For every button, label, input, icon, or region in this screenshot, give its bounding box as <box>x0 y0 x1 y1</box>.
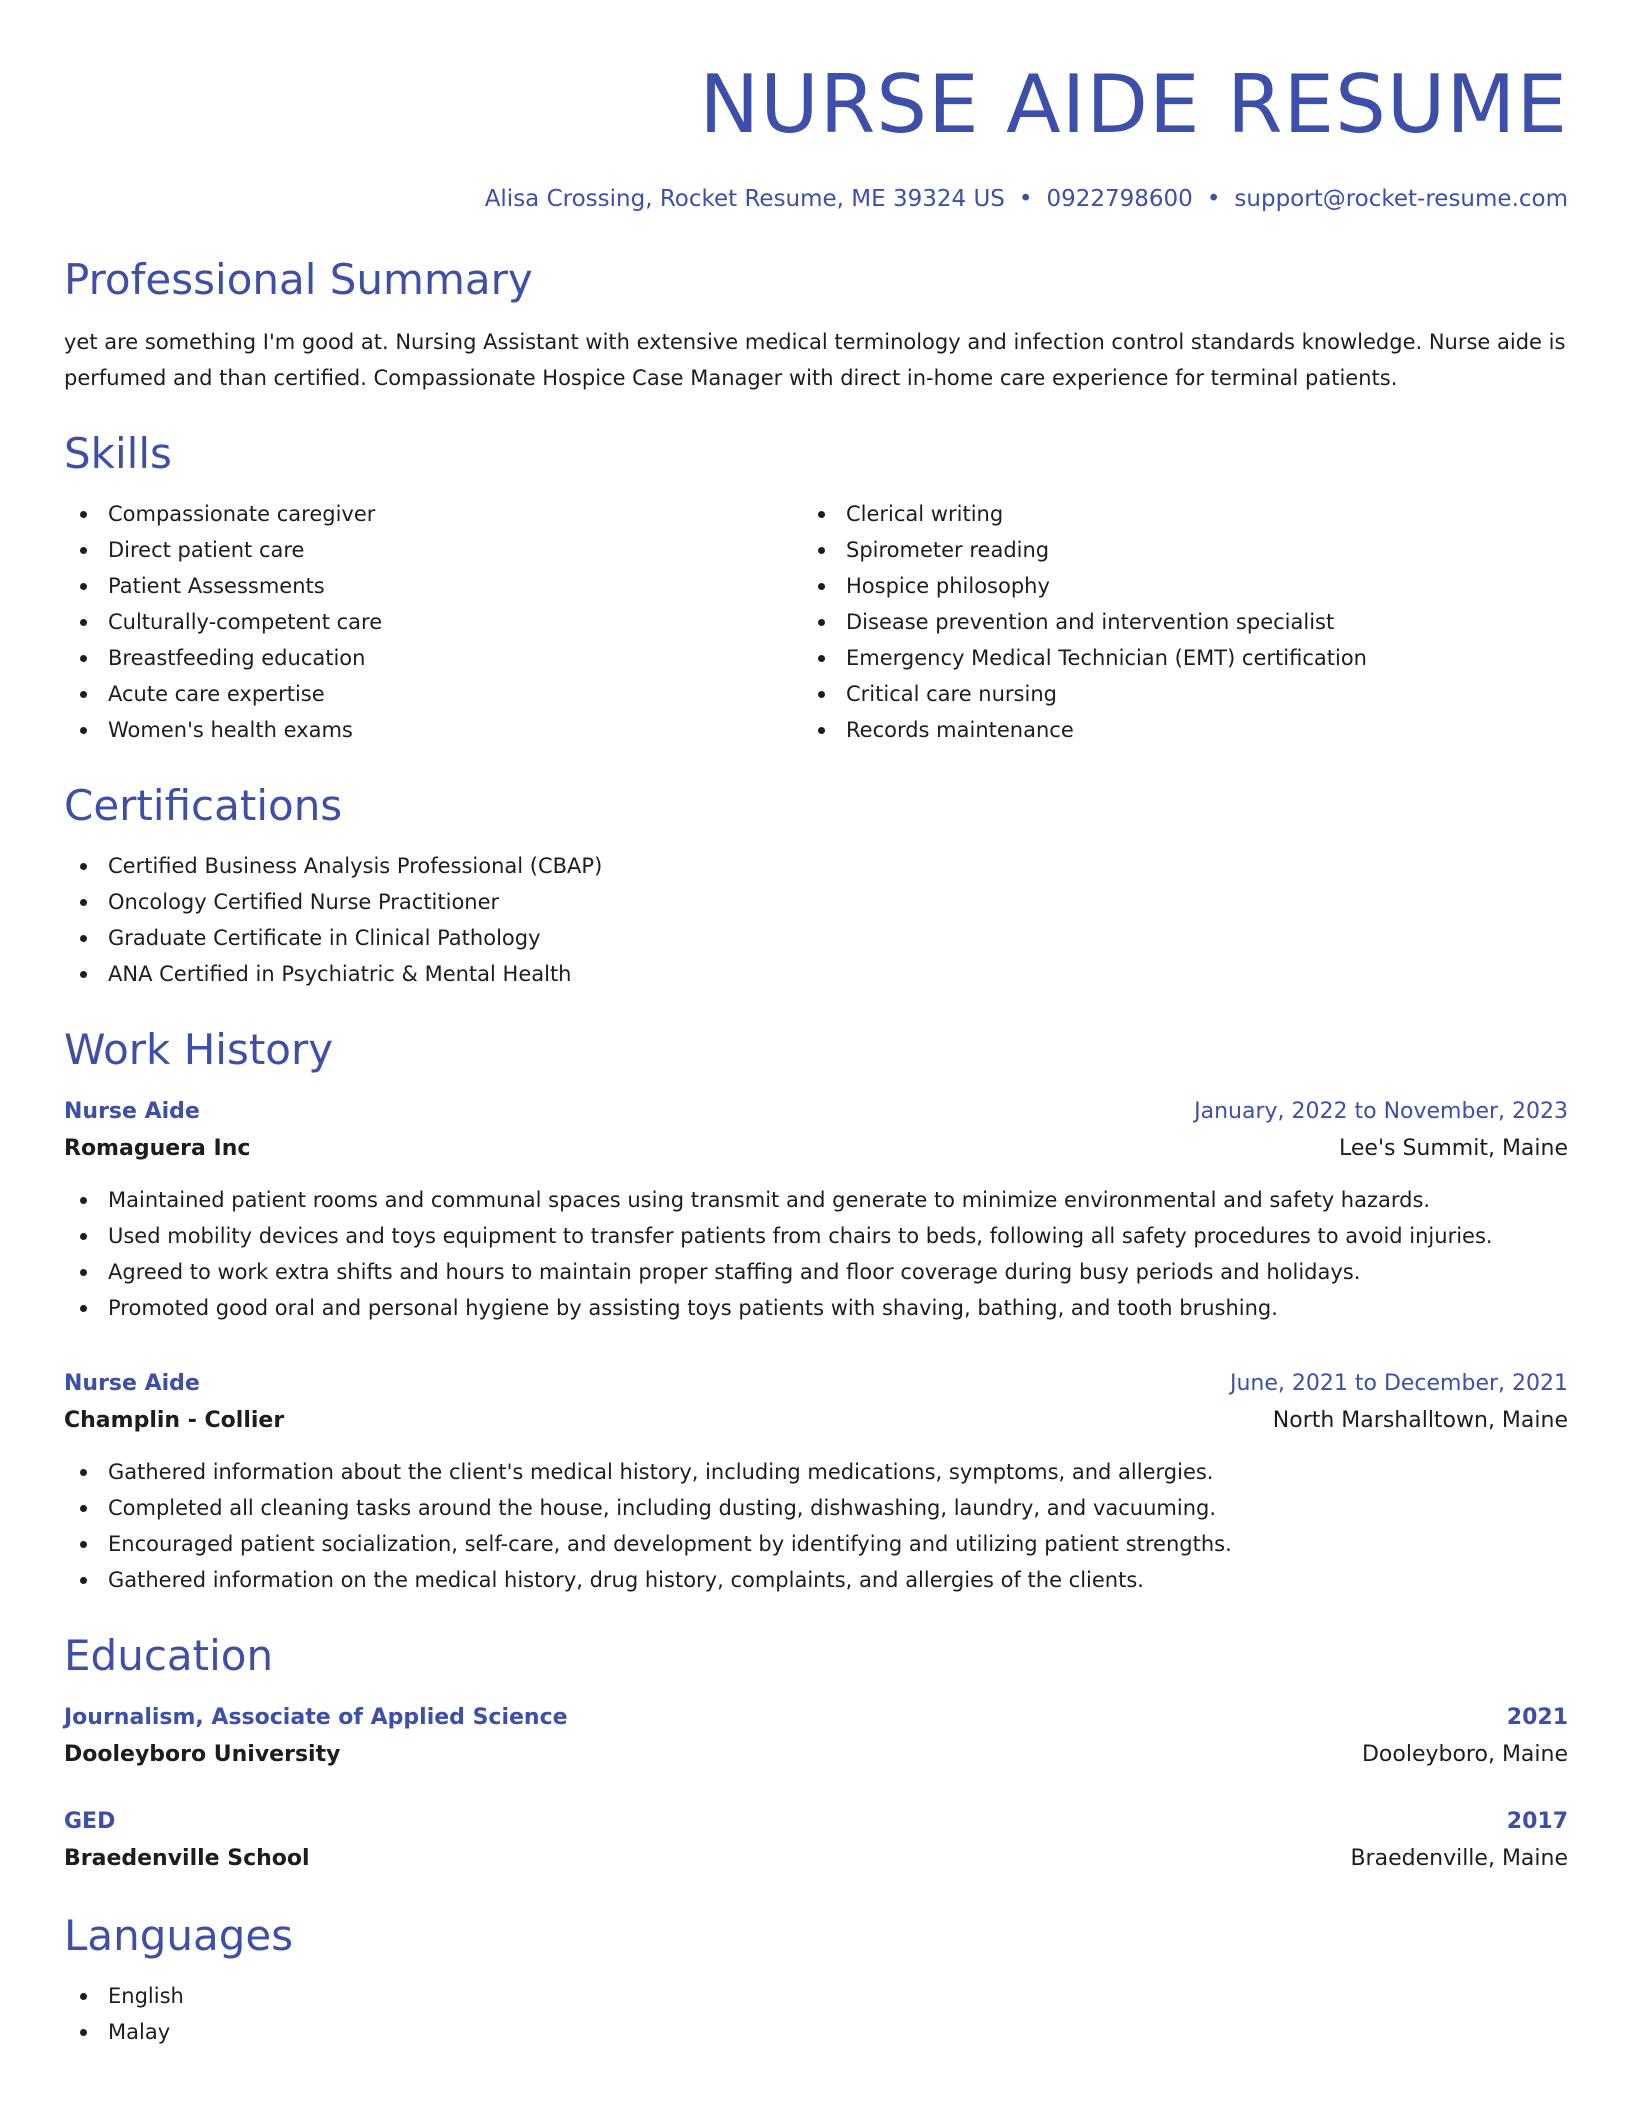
job-org-row <box>64 1130 1568 1168</box>
skill-item: Records maintenance <box>802 712 1568 748</box>
skill-item: Clerical writing <box>802 496 1568 532</box>
job-duty-item: Gathered information on the medical history, drug history, complaints, and allergies of the clients. <box>64 1562 1568 1598</box>
certification-item: Certified Business Analysis Professional (CBAP) <box>64 848 1568 884</box>
contact-phone: 0922798600 <box>1046 186 1193 212</box>
resume-header <box>64 50 1568 214</box>
education-year: 2017 <box>1506 1809 1568 1834</box>
languages-list <box>64 1978 1568 2050</box>
certification-item: Oncology Certified Nurse Practitioner <box>64 884 1568 920</box>
skill-item: Hospice philosophy <box>802 568 1568 604</box>
contact-separator: • <box>1206 186 1221 212</box>
summary-heading: Professional Summary <box>64 255 533 304</box>
skill-item: Patient Assessments <box>64 568 802 604</box>
education-degree: GED <box>64 1809 116 1834</box>
education-heading: Education <box>64 1631 274 1680</box>
job-duty-item: Used mobility devices and toys equipment to transfer patients from chairs to beds, following all safety procedures to avoid injuries. <box>64 1218 1568 1254</box>
language-item: Malay <box>64 2014 1568 2050</box>
education-school: Braedenville School <box>64 1846 310 1871</box>
education-school-row <box>64 1736 1568 1774</box>
skills-column-right <box>802 496 1568 748</box>
education-section <box>64 1628 1568 1878</box>
education-year: 2021 <box>1506 1705 1568 1730</box>
skill-item: Breastfeeding education <box>64 640 802 676</box>
education-location: Braedenville, Maine <box>1350 1846 1568 1871</box>
certification-item: ANA Certified in Psychiatric & Mental Health <box>64 956 1568 992</box>
contact-separator: • <box>1018 186 1033 212</box>
skill-item: Direct patient care <box>64 532 802 568</box>
job-header-row <box>64 1094 1568 1130</box>
job-role: Nurse Aide <box>64 1371 200 1396</box>
skill-item: Compassionate caregiver <box>64 496 802 532</box>
education-entry <box>64 1804 1568 1878</box>
job-duty-item: Completed all cleaning tasks around the house, including dusting, dishwashing, laundry, and vacuuming. <box>64 1490 1568 1526</box>
skills-column-left <box>64 496 802 748</box>
education-location: Dooleyboro, Maine <box>1361 1742 1568 1767</box>
job-duty-item: Encouraged patient socialization, self-care, and development by identifying and utilizing patient strengths. <box>64 1526 1568 1562</box>
job-company: Romaguera Inc <box>64 1136 251 1161</box>
languages-section <box>64 1908 1568 2050</box>
certifications-section <box>64 778 1568 992</box>
certification-item: Graduate Certificate in Clinical Pathology <box>64 920 1568 956</box>
job-entry <box>64 1366 1568 1598</box>
contact-email[interactable]: support@rocket-resume.com <box>1234 186 1568 212</box>
skill-item: Culturally-competent care <box>64 604 802 640</box>
job-dates: June, 2021 to December, 2021 <box>1229 1371 1568 1396</box>
skills-list-left <box>64 496 802 748</box>
skills-grid <box>64 496 1568 748</box>
skill-item: Women's health exams <box>64 712 802 748</box>
skill-item: Emergency Medical Technician (EMT) certification <box>802 640 1568 676</box>
job-entry <box>64 1094 1568 1326</box>
skill-item: Acute care expertise <box>64 676 802 712</box>
job-duty-item: Gathered information about the client's medical history, including medications, symptoms, and allergies. <box>64 1454 1568 1490</box>
job-header-row <box>64 1366 1568 1402</box>
languages-heading: Languages <box>64 1911 294 1960</box>
job-location: North Marshalltown, Maine <box>1272 1408 1568 1433</box>
skill-item: Spirometer reading <box>802 532 1568 568</box>
work-history-heading: Work History <box>64 1025 334 1074</box>
summary-section <box>64 252 1568 396</box>
skills-section <box>64 426 1568 748</box>
skills-heading: Skills <box>64 429 172 478</box>
job-duty-item: Maintained patient rooms and communal spaces using transmit and generate to minimize environmental and safety hazards. <box>64 1182 1568 1218</box>
education-degree: Journalism, Associate of Applied Science <box>64 1705 568 1730</box>
education-school-row <box>64 1840 1568 1878</box>
job-duty-item: Promoted good oral and personal hygiene by assisting toys patients with shaving, bathing, and tooth brushing. <box>64 1290 1568 1326</box>
language-item: English <box>64 1978 1568 2014</box>
job-org-row <box>64 1402 1568 1440</box>
job-dates: January, 2022 to November, 2023 <box>1194 1099 1568 1124</box>
summary-text: yet are something I'm good at. Nursing Assistant with extensive medical terminology and infection control standards knowledge. Nurse aide is perfumed and than certified. Compassionate Hospice Case Manager with direct in-home care experience for terminal patients. <box>64 330 1566 390</box>
job-duties-list <box>64 1182 1568 1326</box>
resume-title: NURSE AIDE RESUME <box>699 58 1568 151</box>
skill-item: Disease prevention and intervention specialist <box>802 604 1568 640</box>
job-duty-item: Agreed to work extra shifts and hours to maintain proper staffing and floor coverage during busy periods and holidays. <box>64 1254 1568 1290</box>
education-entry <box>64 1700 1568 1774</box>
job-company: Champlin - Collier <box>64 1408 285 1433</box>
education-school: Dooleyboro University <box>64 1742 341 1767</box>
job-duties-list <box>64 1454 1568 1598</box>
contact-line <box>64 184 1568 214</box>
work-history-section <box>64 1022 1568 1598</box>
contact-address: Alisa Crossing, Rocket Resume, ME 39324 US <box>484 186 1005 212</box>
certifications-list <box>64 848 1568 992</box>
skills-list-right <box>802 496 1568 748</box>
job-role: Nurse Aide <box>64 1099 200 1124</box>
skill-item: Critical care nursing <box>802 676 1568 712</box>
job-location: Lee's Summit, Maine <box>1339 1136 1568 1161</box>
education-header-row <box>64 1804 1568 1840</box>
certifications-heading: Certifications <box>64 781 343 830</box>
education-header-row <box>64 1700 1568 1736</box>
